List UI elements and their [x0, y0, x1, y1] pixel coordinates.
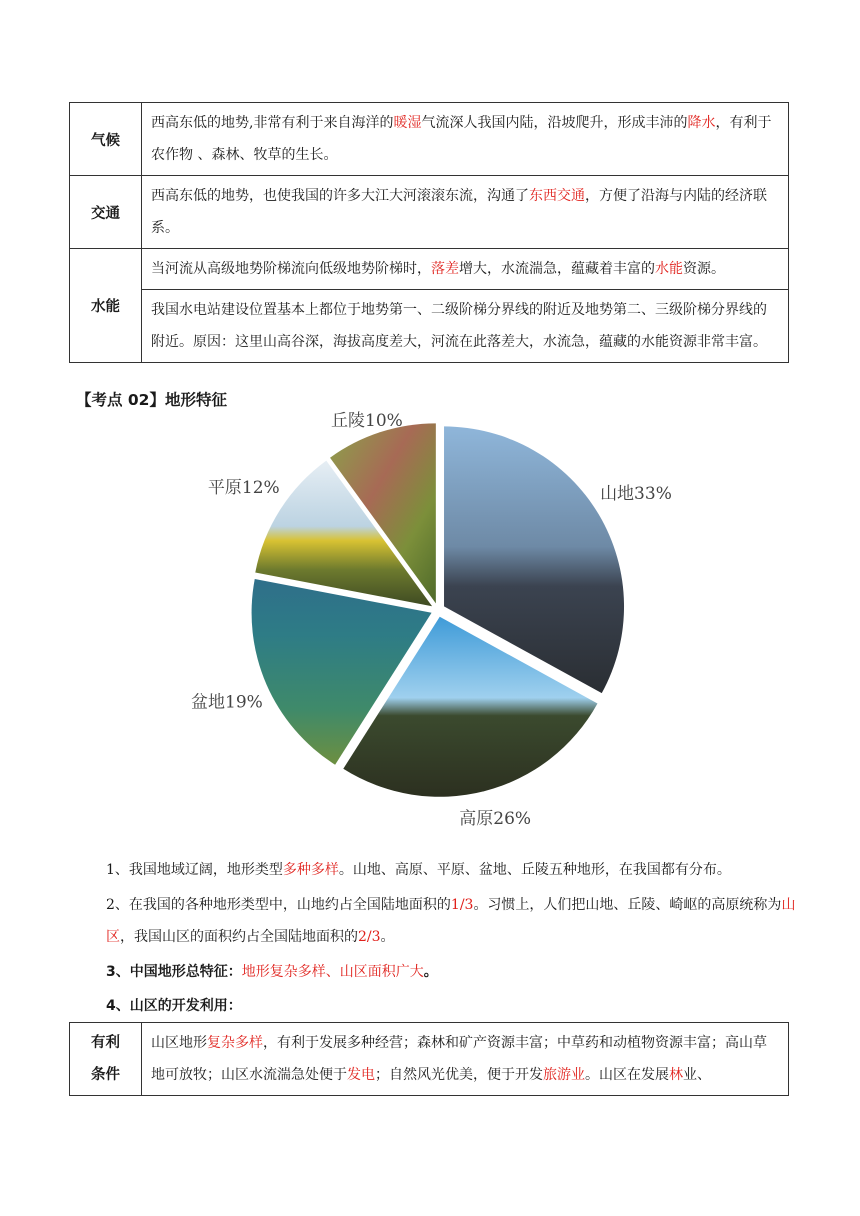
traffic-text: 西高东低的地势，也使我国的许多大江大河滚滚东流，沟通了东西交通，方便了沿海与内陆的经济联系。 [142, 176, 789, 249]
keyword: 1/3 [450, 897, 474, 913]
geo-advantages-table [69, 102, 789, 363]
table-row [70, 249, 789, 290]
row-label-hydro: 水能 [70, 249, 142, 363]
row-label-climate: 气候 [70, 103, 142, 176]
keyword: 落差 [431, 261, 459, 277]
keyword: 旅游业 [543, 1067, 585, 1083]
climate-text: 西高东低的地势,非常有利于来自海洋的暖湿气流深人我国内陆，沿坡爬升，形成丰沛的降水，有利于农作物 、森林、牧草的生长。 [142, 103, 789, 176]
keyword: 林 [669, 1067, 683, 1083]
keyword: 多种多样 [282, 862, 339, 878]
keyword: 水能 [655, 261, 683, 277]
keyword: 地形复杂多样、山区面积广大 [241, 964, 424, 980]
keyword: 暖湿 [393, 115, 422, 131]
slice-label: 丘陵10% [331, 411, 403, 431]
row-label-traffic: 交通 [70, 176, 142, 249]
keyword: 复杂多样 [207, 1035, 263, 1051]
table-row [70, 290, 789, 363]
paragraph-4: 4、山区的开发利用： [106, 998, 242, 1014]
keyword: 发电 [347, 1067, 375, 1083]
advantages-text: 山区地形复杂多样，有利于发展多种经营；森林和矿产资源丰富；中草药和动植物资源丰富；高山草地可放牧；山区水流湍急处便于发电；自然风光优美，便于开发旅游业。山区在发展林业、 [142, 1023, 789, 1096]
slice-label: 平原12% [207, 477, 280, 498]
paragraph-2: 2、在我国的各种地形类型中，山地约占全国陆地面积的1/3。习惯上，人们把山地、丘陵、崎岖的高原统称为山区，我国山区的面积约占全国陆地面积的2/3。 [106, 897, 796, 945]
table-row [70, 103, 789, 176]
keyword: 降水 [687, 115, 716, 131]
table-row [70, 1023, 789, 1096]
paragraph-1: 1、我国地域辽阔，地形类型多种多样。山地、高原、平原、盆地、丘陵五种地形，在我国都有分布。 [106, 862, 731, 878]
row-label-advantages: 有利 条件 [70, 1023, 142, 1096]
section-heading: 【考点 02】地形特征 [76, 391, 227, 409]
terrain-pie-chart [150, 410, 710, 830]
keyword: 山区 [106, 897, 796, 945]
keyword: 东西交通 [529, 188, 585, 204]
slice-label: 盆地19% [191, 692, 263, 713]
keyword: 2/3 [358, 929, 381, 945]
mountain-development-table [69, 1022, 789, 1096]
hydro-text-1: 当河流从高级地势阶梯流向低级地势阶梯时，落差增大，水流湍急，蕴藏着丰富的水能资源。 [142, 249, 789, 290]
table-row [70, 176, 789, 249]
hydro-text-2: 我国水电站建设位置基本上都位于地势第一、二级阶梯分界线的附近及地势第二、三级阶梯分界线的附近。原因：这里山高谷深，海拔高度差大，河流在此落差大，水流急，蕴藏的水能资源非常丰富。 [142, 290, 789, 363]
slice-label: 山地33% [600, 483, 672, 504]
slice-label: 高原26% [459, 809, 532, 829]
paragraph-3: 3、中国地形总特征：地形复杂多样、山区面积广大。 [106, 964, 438, 980]
